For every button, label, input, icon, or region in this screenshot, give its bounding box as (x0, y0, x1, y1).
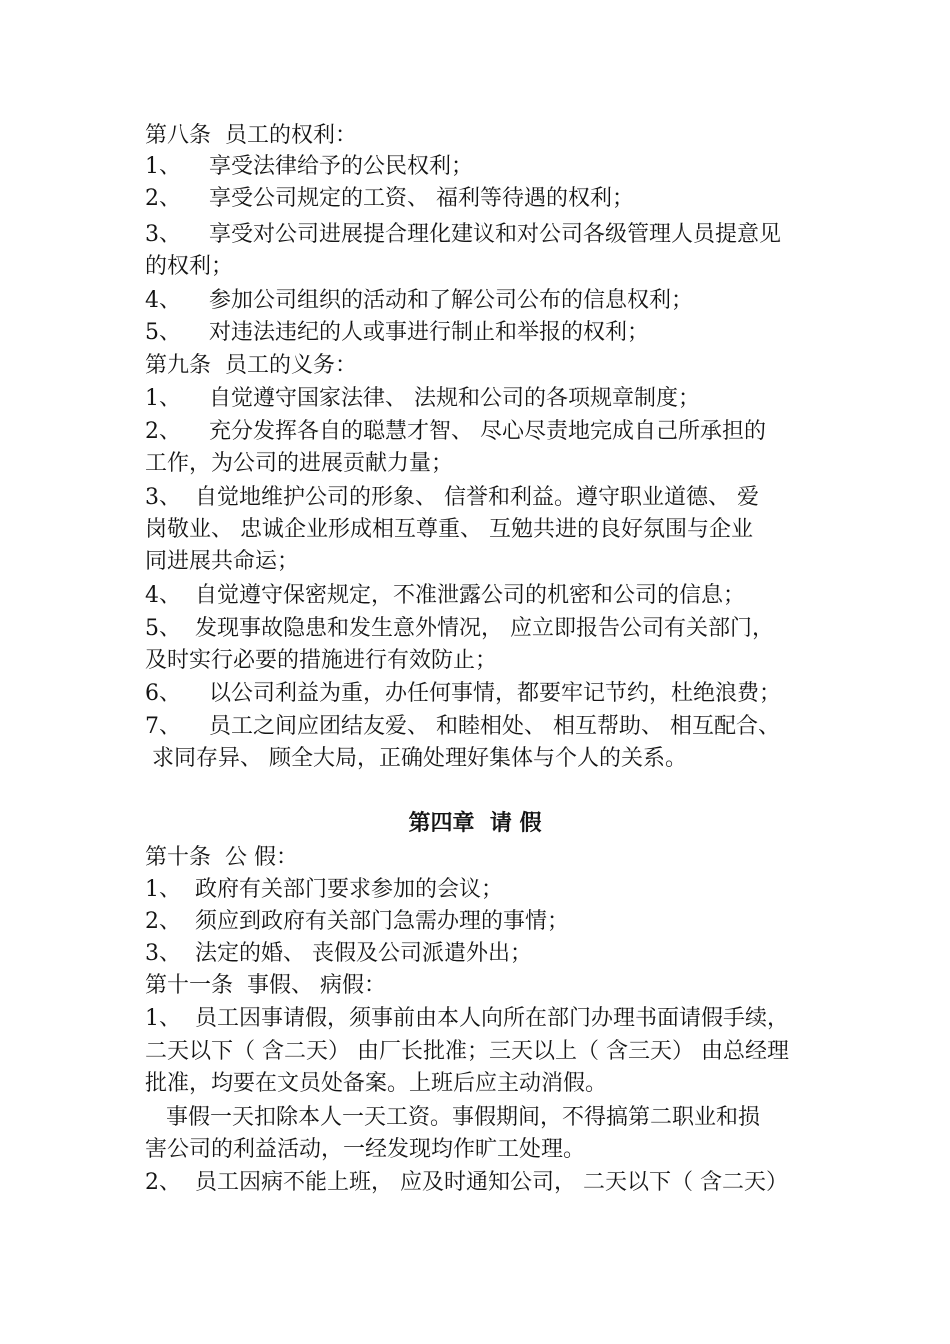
article-9-item-continued: 工作，为公司的进展贡献力量； (145, 451, 454, 476)
article-11-item: 1、 员工因事请假，须事前由本人向所在部门办理书面请假手续， (145, 1006, 789, 1031)
article-9-item: 7、 员工之间应团结友爱、 和睦相处、 相互帮助、 相互配合、 (145, 714, 780, 739)
article-11-paragraph-continued: 害公司的利益活动，一经发现均作旷工处理。 (145, 1137, 586, 1162)
article-10-item: 2、 须应到政府有关部门急需办理的事情； (145, 909, 569, 934)
article-8-item: 4、 参加公司组织的活动和了解公司公布的信息权利； (145, 288, 693, 313)
article-9-item-continued: 求同存异、 顾全大局，正确处理好集体与个人的关系。 (145, 746, 687, 771)
article-9-item: 4、 自觉遵守保密规定，不准泄露公司的机密和公司的信息； (145, 583, 745, 608)
article-8-item: 3、 享受对公司进展提合理化建议和对公司各级管理人员提意见 (145, 222, 781, 247)
article-8-item: 5、 对违法违纪的人或事进行制止和举报的权利； (145, 320, 649, 345)
article-9-item-continued: 及时实行必要的措施进行有效防止； (145, 648, 498, 673)
article-8-title: 第八条 员工的权利： (145, 123, 357, 148)
article-8-item-continued: 的权利； (145, 254, 234, 279)
article-9-item: 1、 自觉遵守国家法律、 法规和公司的各项规章制度； (145, 386, 700, 411)
article-8-item: 1、 享受法律给予的公民权利； (145, 154, 473, 179)
article-11-item: 2、 员工因病不能上班， 应及时通知公司， 二天以下（ 含二天） (145, 1170, 788, 1195)
chapter-heading: 第四章 请 假 (408, 811, 542, 836)
article-9-item-continued: 岗敬业、 忠诚企业形成相互尊重、 互勉共进的良好氛围与企业 (145, 517, 753, 542)
article-10-item: 1、 政府有关部门要求参加的会议； (145, 877, 503, 902)
article-9-item: 2、 充分发挥各自的聪慧才智、 尽心尽责地完成自己所承担的 (145, 419, 766, 444)
article-9-item: 5、 发现事故隐患和发生意外情况， 应立即报告公司有关部门， (145, 616, 774, 641)
article-8-item: 2、 享受公司规定的工资、 福利等待遇的权利； (145, 186, 634, 211)
article-11-title: 第十一条 事假、 病假： (145, 973, 386, 998)
article-11-item-continued: 二天以下（ 含二天） 由厂长批准；三天以上（ 含三天） 由总经理 (145, 1039, 789, 1064)
article-9-item: 3、 自觉地维护公司的形象、 信誉和利益。遵守职业道德、 爱 (145, 485, 759, 510)
article-10-title: 第十条 公 假： (145, 845, 298, 870)
article-11-paragraph: 事假一天扣除本人一天工资。事假期间，不得搞第二职业和损 (145, 1105, 760, 1130)
article-9-item-continued: 同进展共命运； (145, 549, 300, 574)
article-11-item-continued: 批准，均要在文员处备案。上班后应主动消假。 (145, 1071, 608, 1096)
article-10-item: 3、 法定的婚、 丧假及公司派遣外出； (145, 941, 532, 966)
article-9-item: 6、 以公司利益为重，办任何事情，都要牢记节约，杜绝浪费； (145, 681, 781, 706)
article-9-title: 第九条 员工的义务： (145, 353, 357, 378)
